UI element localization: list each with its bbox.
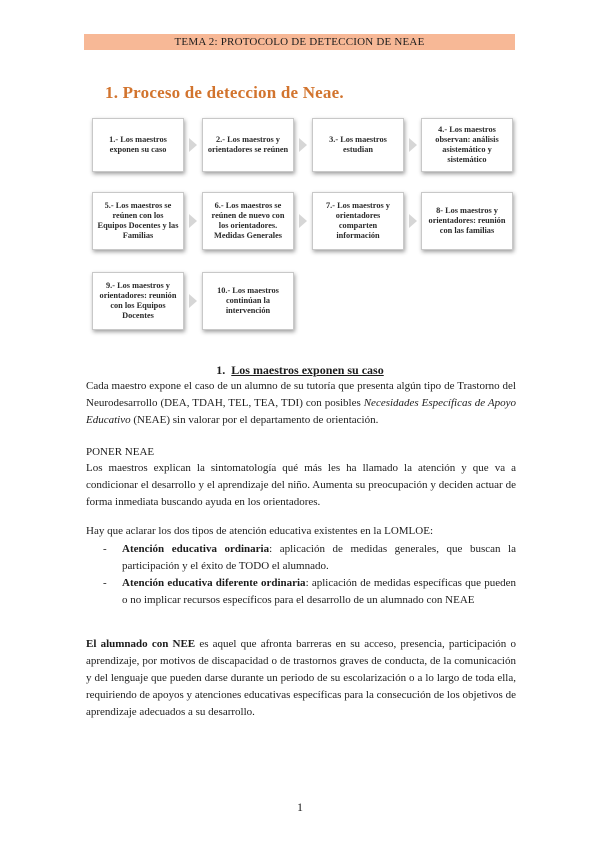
paragraph-text: Cada maestro expone el caso de un alumno de su tutoría que presenta algún tipo de Trastorno del Neurodesarrollo (DEA, TDAH, TEL, TEA, TDI) con posibles	[86, 380, 516, 409]
bullet-dash: -	[103, 543, 107, 555]
process-step-4: 4.- Los maestros observan: análisis asistemático y sistemático	[421, 118, 513, 172]
arrow-right-icon	[299, 214, 307, 228]
paragraph-attention-types: Hay que aclarar los dos tipos de atención educativa existentes en la LOMLOE:	[86, 525, 433, 537]
process-step-5: 5.- Los maestros se reúnen con los Equipos Docentes y las Familias	[92, 192, 184, 250]
paragraph-intro	[86, 378, 516, 429]
list-item-term: Atención educativa ordinaria	[122, 543, 270, 555]
process-step-6: 6.- Los maestros se reúnen de nuevo con los orientadores. Medidas Generales	[202, 192, 294, 250]
arrow-right-icon	[409, 138, 417, 152]
list-item	[86, 541, 516, 575]
page-number: 1	[297, 800, 303, 814]
process-step-1: 1.- Los maestros exponen su caso	[92, 118, 184, 172]
arrow-right-icon	[409, 214, 417, 228]
paragraph-text-end: (NEAE) sin valorar por el departamento de orientación.	[130, 414, 379, 426]
process-step-2: 2.- Los maestros y orientadores se reúnen	[202, 118, 294, 172]
paragraph-note: PONER NEAE	[86, 446, 155, 458]
subsection-number: 1.	[216, 363, 226, 377]
list-item-text: : aplicación de medidas generales, que buscan la participación y el éxito de TODO el alumnado.	[122, 543, 516, 572]
header-title: TEMA 2: PROTOCOLO DE DETECCION DE NEAE	[174, 36, 425, 48]
process-step-8: 8- Los maestros y orientadores: reunión con las familias	[421, 192, 513, 250]
arrow-right-icon	[299, 138, 307, 152]
paragraph-text: es aquel que afronta barreras en su acceso, presencia, participación o aprendizaje, por motivos de discapacidad o de trastornos graves de conducta, de la comunicación y del lenguaje que pueden darse durante un periodo de su escolarización o a lo largo de toda ella, requiriendo de apoyos y atenciones educativas específicas para la consecución de los objetivos de aprendizaje adecuados a su desarrollo.	[86, 638, 516, 718]
process-step-3: 3.- Los maestros estudian	[312, 118, 404, 172]
document-header	[84, 34, 515, 50]
list-item	[86, 575, 516, 609]
arrow-right-icon	[189, 294, 197, 308]
attention-types-list	[86, 541, 516, 609]
process-flow-diagram	[84, 112, 516, 344]
paragraph-bold-term: El alumnado con NEE	[86, 638, 196, 650]
arrow-right-icon	[189, 138, 197, 152]
process-step-7: 7.- Los maestros y orientadores comparten información	[312, 192, 404, 250]
process-step-10: 10.- Los maestros continúan la intervención	[202, 272, 294, 330]
process-step-9: 9.- Los maestros y orientadores: reunión con los Equipos Docentes	[92, 272, 184, 330]
paragraph-symptoms: Los maestros explican la sintomatología qué más les ha llamado la atención y que va a condicionar el desarrollo y el aprendizaje del niño. Aumenta su preocupación y deciden actuar de forma inmediata buscando ayuda en los orientadores.	[86, 462, 516, 508]
subsection-title: Los maestros exponen su caso	[231, 363, 384, 377]
list-item-text: : aplicación de medidas específicas que pueden o no implicar recursos específicos para el desarrollo de un alumnado con NEAE	[122, 577, 516, 606]
section-title: 1. Proceso de deteccion de Neae.	[105, 83, 344, 102]
bullet-dash: -	[103, 577, 107, 589]
paragraph-nee-definition	[86, 636, 516, 721]
list-item-term: Atención educativa diferente ordinaria	[122, 577, 306, 589]
subsection-heading	[0, 363, 600, 378]
paragraph-italic-term: Necesidades Específicas de Apoyo Educativo	[86, 397, 516, 426]
arrow-right-icon	[189, 214, 197, 228]
